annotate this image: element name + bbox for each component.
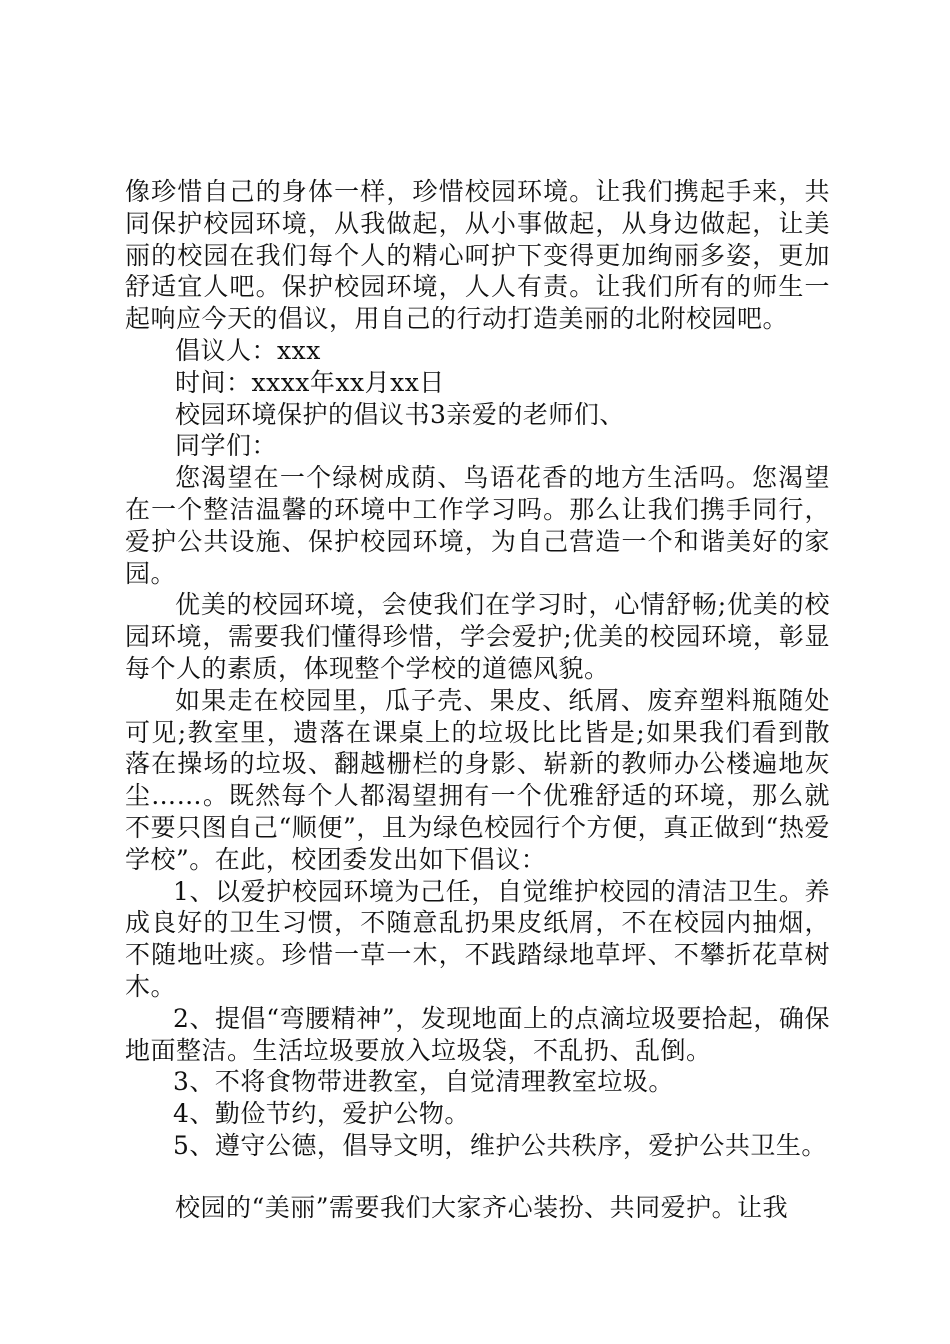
paragraph-1: 像珍惜自己的身体一样，珍惜校园环境。让我们携起手来，共同保护校园环境，从我做起，从小事做起，从身边做起，让美丽的校园在我们每个人的精心呵护下变得更加绚丽多姿，更加舒适宜人吧。保护校园环境，人人有责。让我们所有的师生一起响应今天的倡议，用自己的行动打造美丽的北附校园吧。 — [125, 177, 830, 334]
paragraph-salutation: 同学们： — [175, 431, 278, 461]
paragraph-gap — [125, 1162, 830, 1192]
paragraph-item-3: 3、不将食物带进教室，自觉清理教室垃圾。 — [173, 1067, 674, 1097]
paragraph-problems: 如果走在校园里，瓜子壳、果皮、纸屑、废弃塑料瓶随处可见;教室里，遗落在课桌上的垃圾比比皆是;如果我们看到散落在操场的垃圾、翻越栅栏的身影、崭新的教师办公楼遍地灰尘……。既然每个人都渴望拥有一个优雅舒适的环境，那么就不要只图自己“顺便”，且为绿色校园行个方便，真正做到“热爱学校”。在此，校团委发出如下倡议： — [125, 685, 830, 874]
paragraph-item-1: 1、以爱护校园环境为己任，自觉维护校园的清洁卫生。养成良好的卫生习惯，不随意乱扔果皮纸屑，不在校园内抽烟，不随地吐痰。珍惜一草一木，不践踏绿地草坪、不攀折花草树木。 — [125, 876, 830, 1001]
paragraph-item-4: 4、勤俭节约，爱护公物。 — [173, 1099, 470, 1129]
paragraph-item-2: 2、提倡“弯腰精神”，发现地面上的点滴垃圾要拾起，确保地面整洁。生活垃圾要放入垃圾袋，不乱扔、乱倒。 — [125, 1003, 830, 1065]
paragraph-intro: 您渴望在一个绿树成荫、鸟语花香的地方生活吗。您渴望在一个整洁温馨的环境中工作学习吗。那么让我们携手同行，爱护公共设施、保护校园环境，为自己营造一个和谐美好的家园。 — [125, 463, 830, 588]
paragraph-closing: 校园的“美丽”需要我们大家齐心装扮、共同爱护。让我 — [175, 1192, 789, 1222]
paragraph-title-3: 校园环境保护的倡议书3亲爱的老师们、 — [175, 399, 625, 429]
paragraph-environment: 优美的校园环境，会使我们在学习时，心情舒畅;优美的校园环境，需要我们懂得珍惜，学会爱护;优美的校园环境，彰显每个人的素质，体现整个学校的道德风貌。 — [125, 590, 830, 683]
paragraph-proposer: 倡议人：xxx — [175, 335, 321, 365]
paragraph-date: 时间：xxxx年xx月xx日 — [175, 367, 445, 397]
paragraph-item-5: 5、遵守公德，倡导文明，维护公共秩序，爱护公共卫生。 — [173, 1130, 827, 1160]
document-body — [125, 176, 830, 1224]
